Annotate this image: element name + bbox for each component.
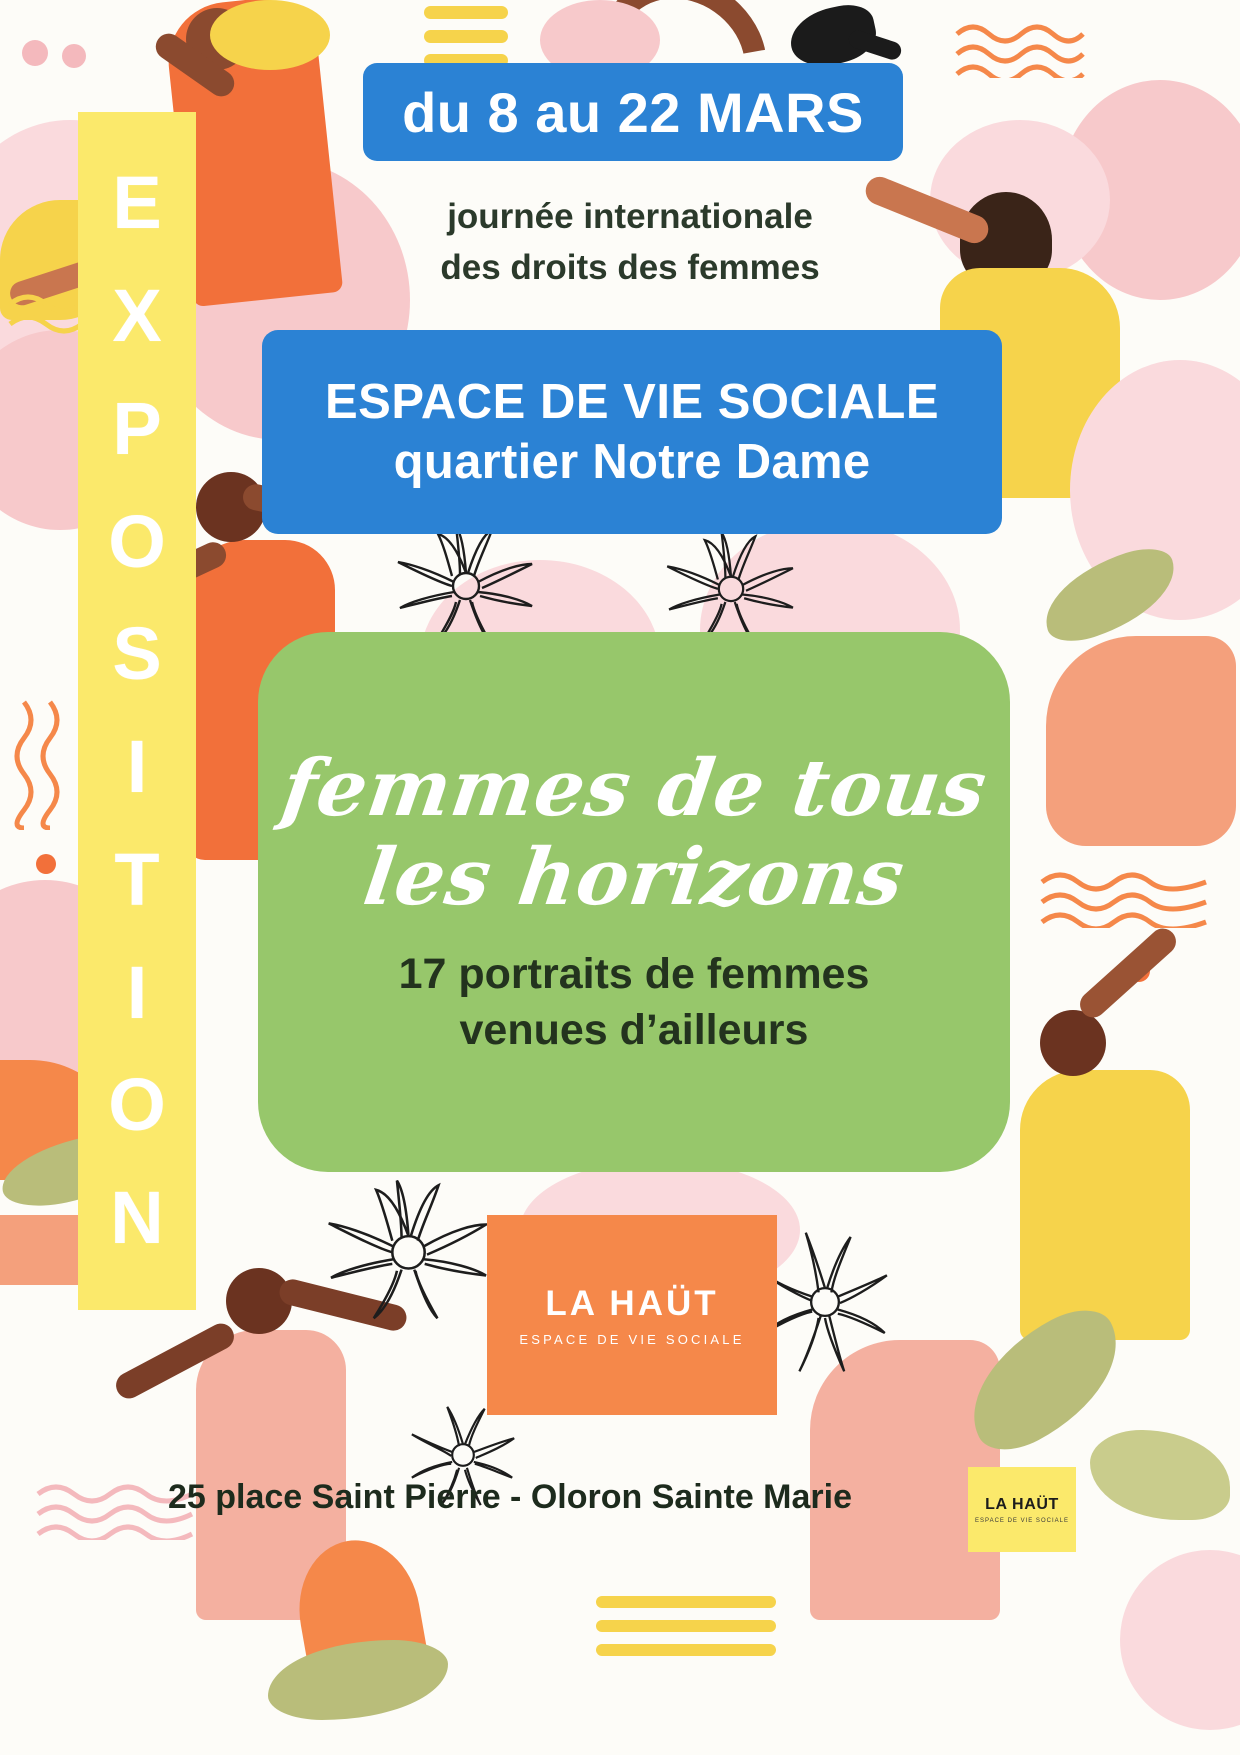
daisy-icon — [316, 1180, 501, 1325]
decorative-blob — [1120, 1550, 1240, 1730]
decorative-stripe — [424, 30, 508, 43]
decorative-dot — [22, 40, 48, 66]
organizer-logo-tagline: ESPACE DE VIE SOCIALE — [519, 1331, 745, 1347]
decorative-figure-arm — [1075, 923, 1182, 1023]
date-badge — [363, 63, 903, 161]
exposition-letter: S — [112, 612, 162, 696]
date-badge-text: du 8 au 22 MARS — [402, 80, 864, 144]
exposition-letter: P — [112, 386, 162, 470]
exposition-letter: O — [108, 499, 166, 583]
exposition-letter: E — [112, 161, 162, 245]
decorative-stripe — [596, 1620, 776, 1632]
exhibition-title-panel — [258, 632, 1010, 1172]
decorative-stripe — [596, 1596, 776, 1608]
decorative-leaf — [268, 1640, 448, 1720]
event-subtitle-line-2: des droits des femmes — [440, 247, 820, 287]
decorative-figure — [1046, 636, 1236, 846]
venue-badge-line-2: quartier Notre Dame — [393, 435, 871, 489]
decorative-wave — [1040, 868, 1210, 928]
decorative-wave — [955, 20, 1085, 78]
daisy-icon — [760, 1222, 890, 1387]
exposition-letter: N — [110, 1176, 164, 1260]
decorative-shape — [210, 0, 330, 70]
exposition-letter: O — [108, 1063, 166, 1147]
decorative-wave — [10, 700, 80, 830]
venue-badge-line-1: ESPACE DE VIE SOCIALE — [324, 375, 940, 429]
decorative-stripe — [424, 6, 508, 19]
event-subtitle-line-1: journée internationale — [447, 197, 813, 236]
exhibition-description-line-2: venues d’ailleurs — [459, 1006, 809, 1055]
decorative-figure-body — [1020, 1070, 1190, 1340]
decorative-leaf — [1090, 1430, 1230, 1520]
venue-badge — [262, 330, 1002, 534]
exhibition-description — [399, 947, 870, 1059]
decorative-figure-head — [1040, 1010, 1106, 1076]
decorative-stripe — [596, 1644, 776, 1656]
exposition-vertical-banner — [78, 112, 196, 1310]
organizer-logo-name: LA HAÜT — [545, 1283, 719, 1323]
exposition-letter: I — [126, 725, 148, 809]
exposition-letter: X — [112, 274, 162, 358]
organizer-logo — [487, 1215, 777, 1415]
organizer-logo-small-tagline: ESPACE DE VIE SOCIALE — [975, 1517, 1069, 1524]
organizer-logo-small-name: LA HAÜT — [985, 1495, 1059, 1513]
exhibition-description-line-1: 17 portraits de femmes — [398, 950, 870, 999]
exposition-letter: I — [126, 950, 148, 1034]
daisy-icon — [386, 524, 546, 649]
event-subtitle — [330, 192, 930, 294]
decorative-dot — [36, 854, 56, 874]
exhibition-title-line-1: femmes de tous — [276, 742, 992, 834]
venue-address: 25 place Saint Pierre - Oloron Sainte Marie — [167, 1478, 853, 1516]
decorative-dot — [62, 44, 86, 68]
exposition-letter: T — [114, 837, 160, 921]
exhibition-title-line-2: les horizons — [358, 832, 910, 924]
